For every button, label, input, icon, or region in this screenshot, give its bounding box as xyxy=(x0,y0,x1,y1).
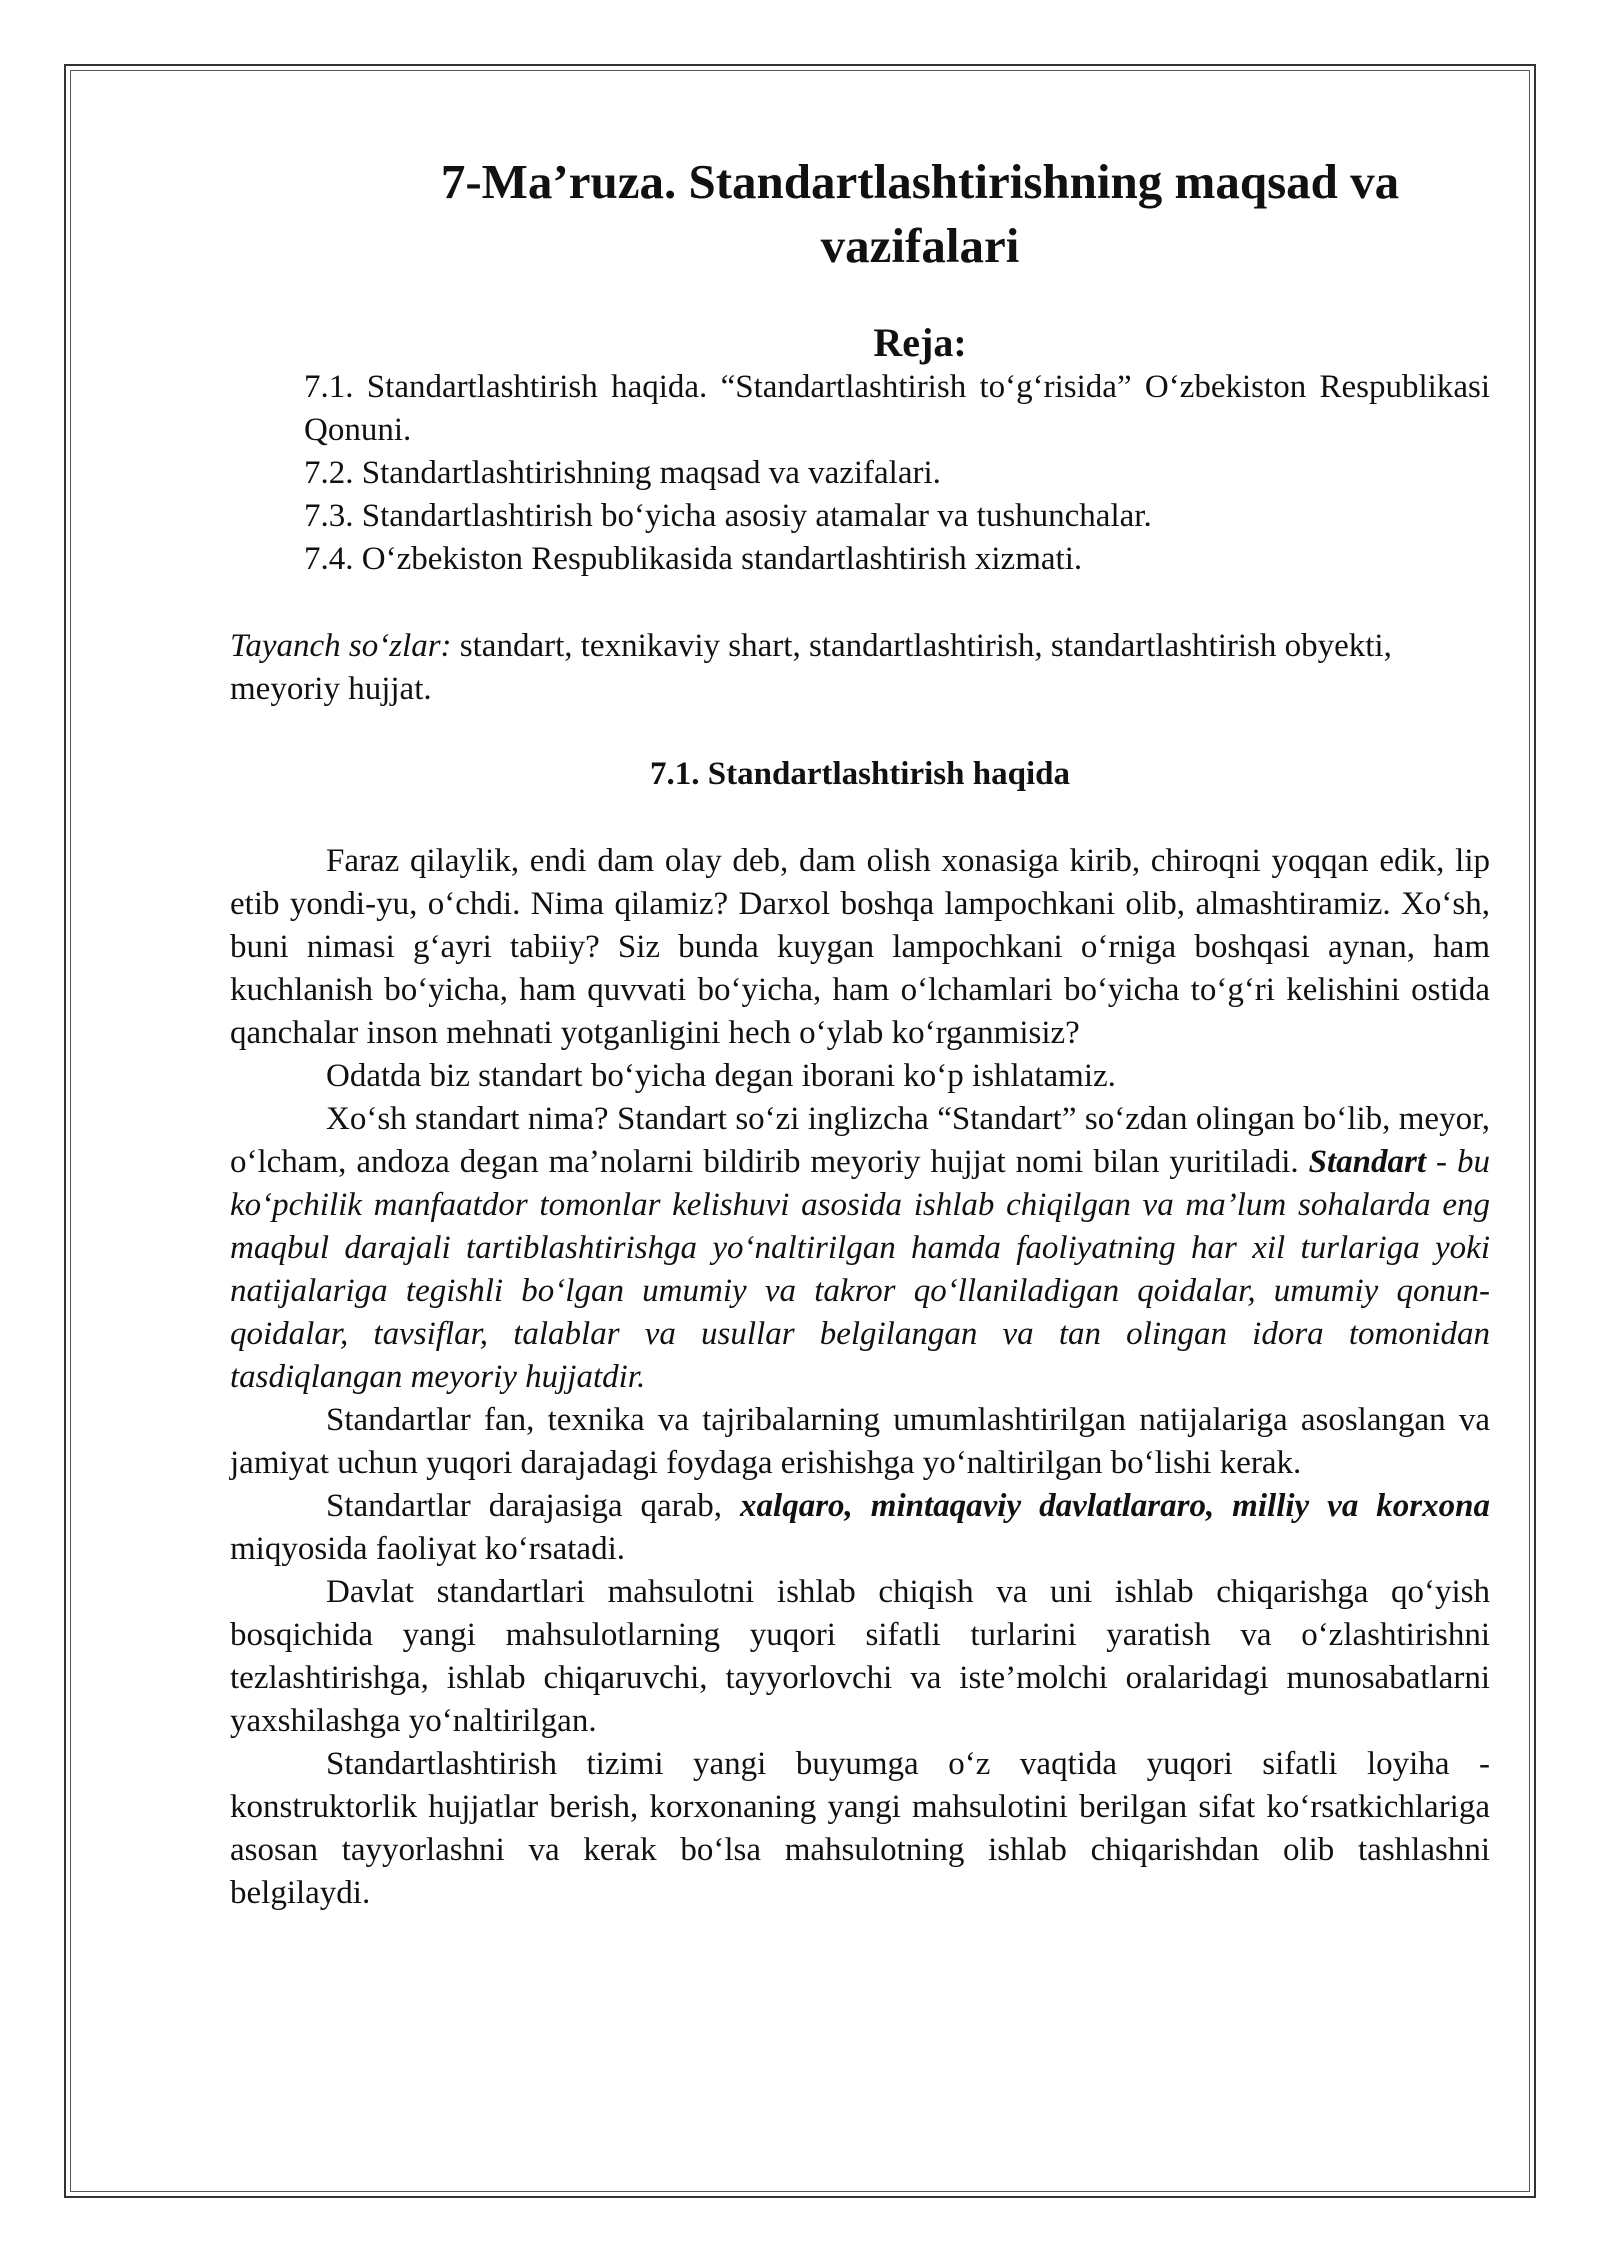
paragraph-standard-definition xyxy=(230,1098,1490,1399)
plan-heading: Reja: xyxy=(873,320,967,365)
definition-text: - bu ko‘pchilik manfaatdor tomonlar kelishuvi asosida ishlab chiqilgan va ma’lum sohalarda eng maqbul darajali tartiblashtirishga yo‘naltirilgan hamda faoliyatning har xil turlariga yoki natijalariga tegishli bo‘lgan umumiy va takror qo‘llaniladigan qoidalar, umumiy qonun-qoidalar, tavsiflar, talablar va usullar belgilangan va tan olingan idora tomonidan tasdiqlangan meyoriy hujjatdir. xyxy=(230,1144,1490,1395)
term-standart: Standart xyxy=(1308,1144,1427,1180)
paragraph-text: Xo‘sh standart nima? Standart so‘zi inglizcha “Standart” so‘zdan olingan bo‘lib, meyor, o‘lcham, andoza degan ma’nolarni bildirib meyoriy hujjat nomi bilan yuritiladi. xyxy=(230,1101,1490,1180)
plan-item: 7.2. Standartlashtirishning maqsad va vazifalari. xyxy=(304,455,941,491)
plan-item: 7.1. Standartlashtirish haqida. “Standartlashtirish to‘g‘risida” O‘zbekiston Respublikasi Qonuni. xyxy=(304,369,1490,448)
section-heading: 7.1. Standartlashtirish haqida xyxy=(650,756,1070,792)
paragraph-levels xyxy=(230,1485,1490,1571)
page-title: 7-Ma’ruza. Standartlashtirishning maqsad va vazifalari xyxy=(440,154,1400,273)
plan-item: 7.4. O‘zbekiston Respublikasida standartlashtirish xizmati. xyxy=(304,541,1083,577)
paragraph: Standartlashtirish tizimi yangi buyumga o‘z vaqtida yuqori sifatli loyiha - konstruktorlik hujjatlar berish, korxonaning yangi mahsulotini berilgan sifat ko‘rsatkichlariga asosan tayyorlashni va kerak bo‘lsa mahsulotning ishlab chiqarishdan olib tashlashni belgilaydi. xyxy=(230,1746,1490,1911)
plan-item: 7.3. Standartlashtirish bo‘yicha asosiy atamalar va tushunchalar. xyxy=(304,498,1152,534)
keywords-text: standart, texnikaviy shart, standartlashtirish, standartlashtirish obyekti, meyoriy hujjat. xyxy=(230,628,1392,707)
keywords xyxy=(230,625,1490,711)
paragraph: Odatda biz standart bo‘yicha degan iborani ko‘p ishlatamiz. xyxy=(326,1058,1116,1094)
keywords-label: Tayanch so‘zlar: xyxy=(230,628,452,664)
paragraph: Faraz qilaylik, endi dam olay deb, dam olish xonasiga kirib, chiroqni yoqqan edik, lip etib yondi-yu, o‘chdi. Nima qilamiz? Darxol boshqa lampochkani olib, almashtiramiz. Xo‘sh, buni nimasi g‘ayri tabiiy? Siz bunda kuygan lampochkani o‘rniga boshqasi aynan, ham kuchlanish bo‘yicha, ham quvvati bo‘yicha, ham o‘lchamlari bo‘yicha to‘g‘ri kelishini ostida qanchalar inson mehnati yotganligini hech o‘ylab ko‘rganmisiz? xyxy=(230,843,1490,1051)
section-body xyxy=(230,840,1490,1915)
paragraph-text: Standartlar darajasiga qarab, xyxy=(326,1488,741,1524)
plan-list xyxy=(304,366,1490,581)
paragraph-text: miqyosida faoliyat ko‘rsatadi. xyxy=(230,1531,625,1567)
levels-emphasis: xalqaro, mintaqaviy davlatlararo, milliy va korxona xyxy=(740,1488,1490,1524)
paragraph: Standartlar fan, texnika va tajribalarning umumlashtirilgan natijalariga asoslangan va jamiyat uchun yuqori darajadagi foydaga erishishga yo‘naltirilgan bo‘lishi kerak. xyxy=(230,1402,1490,1481)
document-content xyxy=(230,150,1490,1915)
paragraph: Davlat standartlari mahsulotni ishlab chiqish va uni ishlab chiqarishga qo‘yish bosqichida yangi mahsulotlarning yuqori sifatli turlarini yaratish va o‘zlashtirishni tezlashtirishga, ishlab chiqaruvchi, tayyorlovchi va iste’molchi oralaridagi munosabatlarni yaxshilashga yo‘naltirilgan. xyxy=(230,1574,1490,1739)
